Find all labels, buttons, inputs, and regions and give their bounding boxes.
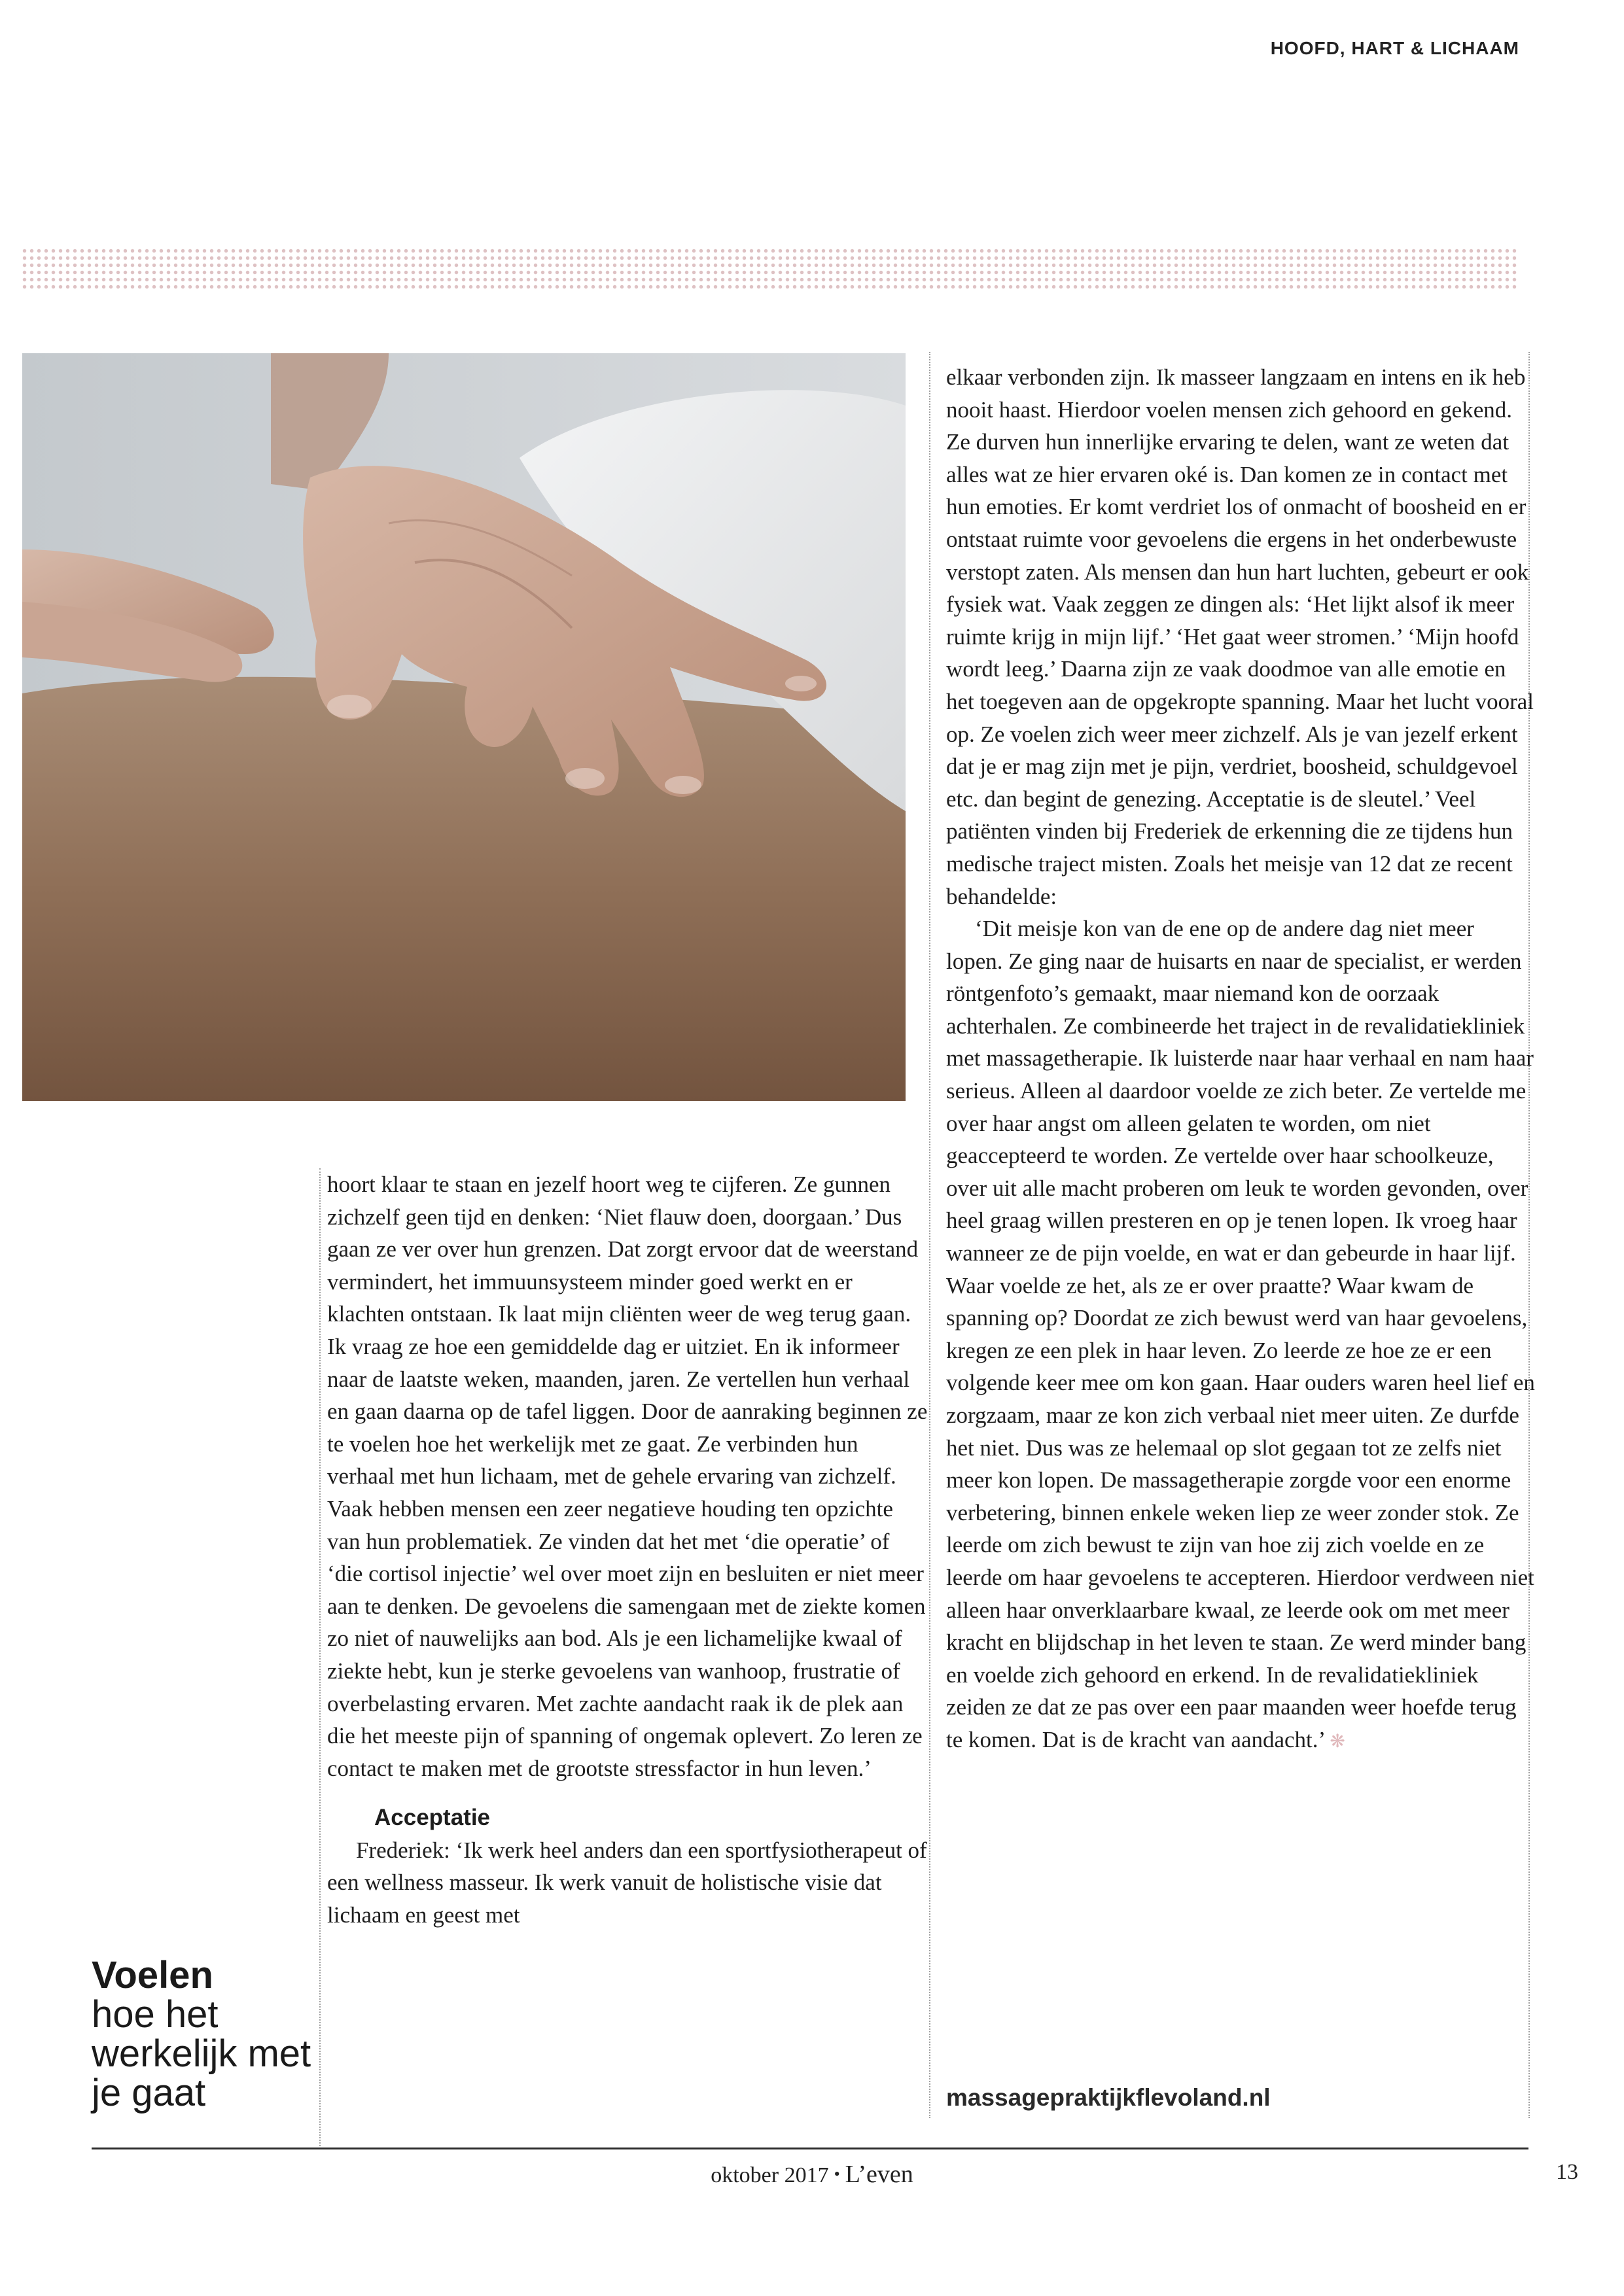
article-paragraph: hoort klaar te staan en jezelf hoort weg te cijferen. Ze gunnen zichzelf geen tijd en denken: ‘Niet flauw doen, doorgaan.’ Dus gaan ze ver over hun grenzen. Dat zorgt ervoor dat de weerstand vermindert, het immuunsysteem minder goed werkt en er klachten ontstaan. Ik laat mijn cliënten weer de weg terug gaan. Ik vraag ze hoe een gemiddelde dag er uitziet. En ik informeer naar de laatste weken, maanden, jaren. Ze vertellen hun verhaal en gaan daarna op de tafel liggen. Door de aanraking beginnen ze te voelen hoe het werkelijk met ze gaat. Ze verbinden hun verhaal met hun lichaam, met de gehele ervaring van zichzelf. Vaak hebben mensen een zeer negatieve houding ten opzichte van hun problematiek. Ze vinden dat het met ‘die operatie’ of ‘die cortisol injectie’ wel over moet zijn en besluiten er niet meer aan te denken. De gevoelens die samengaan met de ziekte komen zo niet of nauwelijks aan bod. Als je een lichamelijke kwaal of ziekte hebt, kun je sterke gevoelens van wanhoop, frustratie of overbelasting ervaren. Met zachte aandacht raak ik de plek aan die het meeste pijn of spanning of ongemak oplevert. Zo leren ze contact te maken met de grootste stressfactor in hun leven.’ [327,1172,928,1781]
article-paragraph-text: ‘Dit meisje kon van de ene op de andere dag niet meer lopen. Ze ging naar de huisarts en naar de specialist, er werden röntgenfoto’s gemaakt, maar niemand kon de oorzaak achterhalen. Ze combineerde het traject in de revalidatiekliniek met massagetherapie. Ik luisterde naar haar verhaal en nam haar serieus. Alleen al daardoor voelde ze zich beter. Ze vertelde me over haar angst om alleen gelaten te worden, om niet geaccepteerd te worden. Ze vertelde over haar schoolkeuze, over uit alle macht proberen om leuk te worden gevonden, over heel graag willen presteren en op je tenen lopen. Ik vroeg haar wanneer ze de pijn voelde, en wat er dan gebeurde in haar lijf. Waar voelde ze het, als ze er over praatte? Waar kwam de spanning op? Doordat ze zich bewust werd van haar gevoelens, kregen ze een plek in haar leven. Zo leerde ze hoe ze er een volgende keer mee om kon gaan. Haar ouders waren heel lief en zorgzaam, maar ze kon zich verbaal niet meer uiten. Ze durfde het niet. Dus was ze helemaal op slot gegaan tot ze zelfs niet meer kon lopen. De massagetherapie zorgde voor een enorme verbetering, binnen enkele weken liep ze weer zonder stok. Ze leerde om zich bewust te zijn van hoe zij zich voelde en ze leerde om haar gevoelens te accepteren. Hierdoor verdween niet alleen haar onverklaarbare kwaal, ze leerde ook om met meer kracht en blijdschap in het leven te staan. Ze werd minder bang en voelde zich gehoord en erkend. In de revalidatiekliniek zeiden ze dat ze pas over een paar maanden weer hoefde terug te komen. Dat is de kracht van aandacht.’ [946,916,1535,1752]
footer-magazine-name: L’even [845,2161,913,2188]
footer-issue: oktober 2017 [711,2163,829,2187]
column-divider-left [319,1168,321,2146]
footer [0,2160,1624,2189]
website-link[interactable]: massagepraktijkflevoland.nl [946,2084,1271,2111]
pull-quote-rest: hoe het werkelijk met je gaat [92,1993,311,2114]
decorative-dot-band [21,247,1519,290]
footer-rule [92,2148,1528,2149]
article-column-left [327,1168,929,1932]
pull-quote-bold: Voelen [92,1954,213,1996]
footer-bullet: • [834,2165,840,2183]
article-column-right [946,361,1535,1758]
article-paragraph [946,913,1535,1758]
article-paragraph: elkaar verbonden zijn. Ik masseer langzaam en intens en ik heb nooit haast. Hierdoor voelen mensen zich gehoord en gekend. Ze durven hun innerlijke ervaring te delen, want ze weten dat alles wat ze hier ervaren oké is. Dan komen ze in contact met hun emoties. Er komt verdriet los of onmacht of boosheid en er ontstaat ruimte voor gevoelens die ergens in het onderbewuste verstopt zaten. Als mensen dan hun hart luchten, gebeurt er ook fysiek wat. Vaak zeggen ze dingen als: ‘Het lijkt alsof ik meer ruimte krijg in mijn lijf.’ ‘Het gaat weer stromen.’ ‘Mijn hoofd wordt leeg.’ Daarna zijn ze vaak doodmoe van alle emotie en het toegeven aan de opgekropte spanning. Maar het lucht vooral op. Ze voelen zich weer meer zichzelf. Als je van jezelf erkent dat je er mag zijn met je pijn, verdriet, boosheid, schuldgevoel etc. dan begint de genezing. Acceptatie is de sleutel.’ Veel patiënten vinden bij Frederiek de erkenning die ze tijdens hun medische traject misten. Zoals het meisje van 12 dat ze recent behandelde: [946,364,1534,909]
column-divider-middle [929,352,930,2118]
section-label: HOOFD, HART & LICHAAM [1270,38,1519,58]
end-mark-icon: ❋ [1330,1731,1345,1752]
page-number: 13 [1556,2160,1578,2184]
article-paragraph: Frederiek: ‘Ik werk heel anders dan een sportfysiotherapeut of een wellness masseur. Ik werk vanuit de holistische visie dat lichaam en geest met [327,1837,927,1928]
pull-quote [92,1956,314,2113]
massage-photo [22,353,906,1101]
section-subheading: Acceptatie [374,1805,491,1831]
massage-hands-illustration [22,353,906,1101]
